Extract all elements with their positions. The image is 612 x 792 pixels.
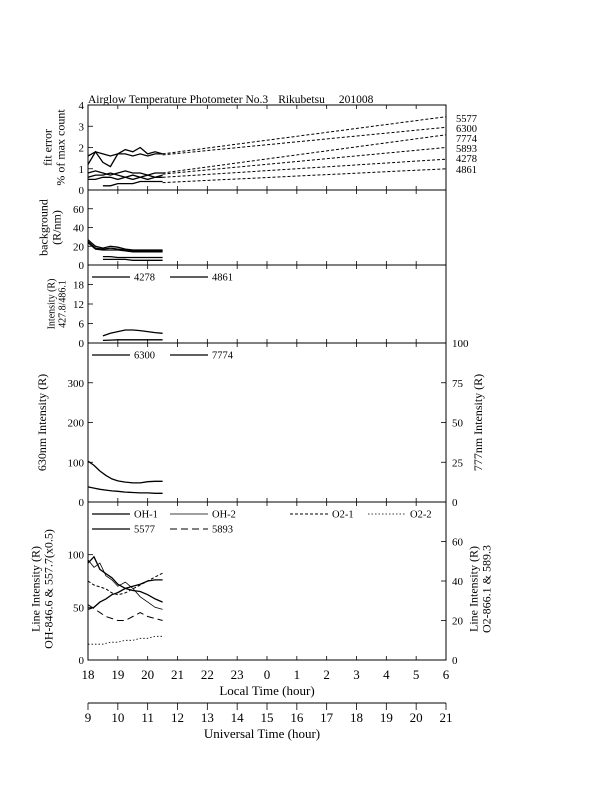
y-axis-label: fit error% of max count [40,109,68,186]
series-line-bg5 [103,259,163,260]
y-axis-label: background(R/nm) [36,199,64,256]
local-time-tick-label: 3 [353,667,360,682]
series-line-7774 [88,487,163,493]
local-time-tick-label: 23 [230,667,244,682]
ut-tick-label: 12 [171,710,184,725]
series-line-bg4 [103,257,163,258]
y-axis-label-left: Line Intensity (R)OH-846.6 & 557.7(x0.5) [28,529,56,649]
series-line-trend-7774 [163,135,446,173]
y-tick-label-right: 50 [452,417,463,430]
series-line-trend-5577 [163,117,446,154]
y-tick-label-right: 40 [452,576,463,588]
y-tick-label: 3 [78,121,84,134]
y-tick-label: 0 [78,260,84,272]
local-time-tick-label: 1 [293,667,301,682]
series-line-4861 [103,330,163,336]
panels-group [28,100,493,667]
series-line-trend-6300 [163,127,446,155]
legend-label-oh-2: OH-2 [212,509,236,521]
y-tick-label: 60 [73,203,84,216]
legend-label-oh-1: OH-1 [134,509,158,521]
series-line-5577 [88,148,163,167]
panel-fit-error [40,100,477,197]
y-tick-label-right: 25 [452,457,463,470]
y-tick-label: 1 [78,163,84,176]
y-tick-label: 0 [78,497,84,509]
y-tick-label: 100 [67,457,84,470]
title-text: Airglow Temperature Photometer No.3 [88,94,269,106]
local-time-tick-label: 18 [81,667,95,682]
y-tick-label: 4 [78,100,84,112]
panel-line-intensity [28,502,493,667]
ut-tick-label: 20 [409,710,423,725]
y-tick-label: 6 [78,318,84,331]
right-label-7774: 7774 [456,134,477,145]
local-time-tick-label: 20 [141,667,155,682]
y-tick-label-right: 100 [452,338,469,350]
ut-tick-label: 9 [84,710,92,725]
series-line-trend-4278 [163,159,446,177]
panel-intensity-630-777 [35,338,485,509]
ut-tick-label: 18 [350,710,363,725]
y-axis-label-left: 630nm Intensity (R) [35,373,49,472]
legend-label-7774: 7774 [212,350,233,362]
local-time-tick-label: 22 [200,667,214,682]
legend-label-6300: 6300 [134,350,155,362]
y-tick-label: 18 [73,279,84,292]
y-tick-label-right: 0 [452,655,458,667]
right-label-4861: 4861 [456,165,477,176]
local-time-tick-label: 5 [412,667,420,682]
figure-title [88,94,374,106]
ut-tick-label: 21 [439,710,453,725]
y-tick-label: 20 [73,241,84,254]
y-tick-label-right: 60 [452,536,463,549]
series-line-4278 [88,177,163,179]
y-axis-label-right: 777nm Intensity (R) [471,373,485,472]
panel-frame [88,190,446,265]
ut-tick-label: 13 [200,710,214,725]
ut-tick-label: 14 [230,710,244,725]
local-time-tick-label: 4 [383,667,390,682]
right-label-5577: 5577 [456,114,477,125]
y-tick-label: 0 [78,655,84,667]
series-line-4861 [103,182,163,186]
panel-intensity-blue [47,265,447,350]
series-line-5893 [88,605,163,621]
right-label-6300: 6300 [456,124,477,135]
ut-tick-label: 11 [141,710,154,725]
station-text: Rikubetsu [278,94,325,106]
y-tick-label: 50 [73,602,84,615]
series-line-trend-4861 [163,169,446,183]
ut-tick-label: 15 [260,710,274,725]
y-axis-label-right: Line Intensity (R)O2-866.1 & 589.3 [466,545,494,633]
y-tick-label: 40 [73,222,84,235]
ut-tick-label: 16 [290,710,304,725]
y-tick-label: 0 [78,338,84,350]
y-tick-label: 0 [78,185,84,197]
y-tick-label: 12 [73,299,84,311]
y-axis-label: Intensity (R)427.8/486.1 [46,278,69,330]
series-line-o2-1 [88,573,163,595]
legend-label-4278: 4278 [134,272,155,284]
panel-background [36,190,446,272]
ut-axis-label: Universal Time (hour) [203,726,321,741]
y-tick-label: 2 [78,142,84,155]
legend-label-o2-1: O2-1 [332,509,354,521]
local-time-tick-label: 6 [442,667,450,682]
date-text: 201008 [338,94,374,106]
series-line-o2-2 [88,636,163,644]
y-tick-label: 100 [67,549,84,562]
series-line-trend-5893 [163,148,446,175]
local-time-axis-label: Local Time (hour) [219,683,315,698]
legend-label-5893: 5893 [212,524,233,536]
y-tick-label-right: 75 [452,377,463,390]
panel-frame [88,343,446,502]
series-line-6300 [88,461,163,483]
ut-tick-label: 17 [320,710,334,725]
local-time-tick-label: 0 [263,667,271,682]
ut-tick-label: 19 [379,710,393,725]
local-time-tick-label: 2 [323,667,330,682]
legend-label-4861: 4861 [212,272,233,284]
legend-label-5577: 5577 [134,524,155,536]
y-tick-label: 300 [67,377,84,390]
y-tick-label: 200 [67,417,84,430]
right-label-4278: 4278 [456,154,477,165]
y-tick-label-right: 0 [452,497,458,509]
y-tick-label-right: 20 [452,615,463,628]
ut-tick-label: 10 [111,710,125,725]
time-axes [82,667,453,741]
local-time-tick-label: 19 [111,667,125,682]
legend-label-o2-2: O2-2 [410,509,432,521]
series-line-4278 [103,340,163,341]
right-label-5893: 5893 [456,144,477,155]
local-time-tick-label: 21 [171,667,184,682]
